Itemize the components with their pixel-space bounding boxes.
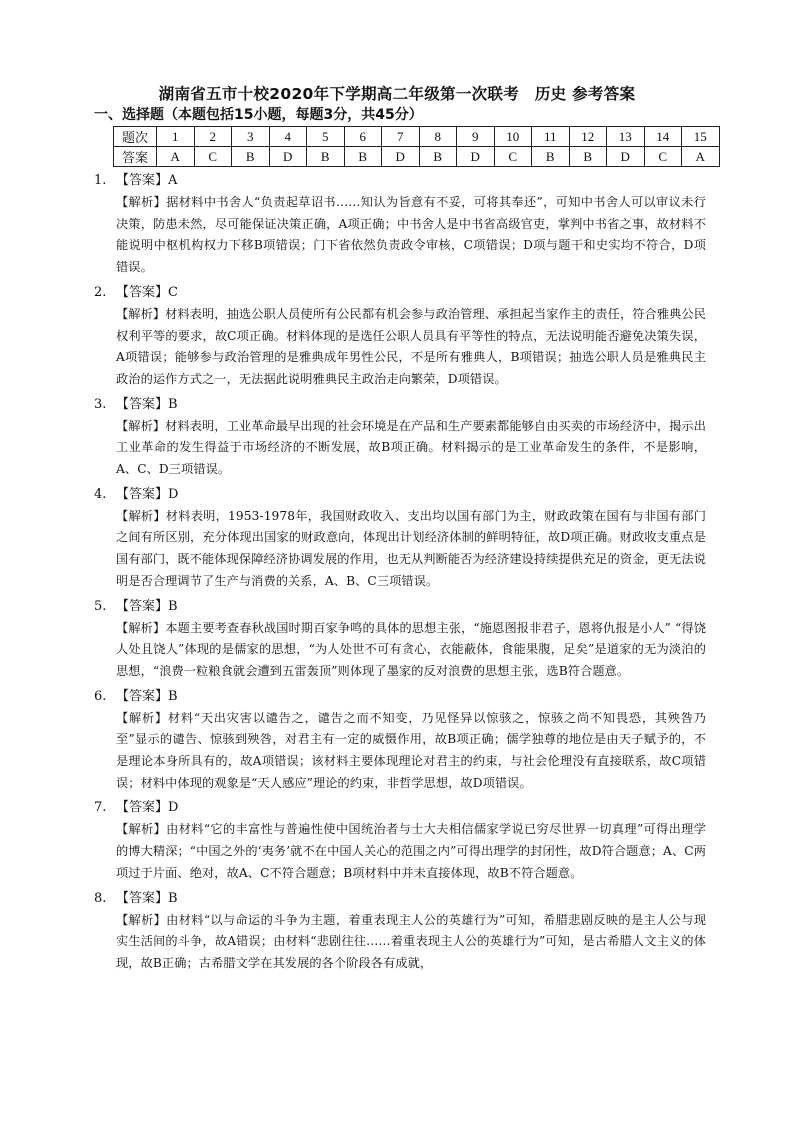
table-cell-number: 6 bbox=[344, 127, 382, 147]
question-number: 8. bbox=[94, 890, 107, 906]
analysis-text: 【解析】材料表明，工业革命最早出现的社会环境是在产品和生产要素都能够自由买卖的市场经济中，揭示出工业革命的发生得益于市场经济的不断发展，故B项正确。材料揭示的是工业革命发生的条件，不是影响，A、C、D三项错误。 bbox=[116, 418, 706, 477]
table-cell-number: 7 bbox=[382, 127, 420, 147]
answer-label: 【答案】B bbox=[116, 396, 178, 412]
answer-line bbox=[94, 887, 706, 910]
answer-label: 【答案】D bbox=[116, 800, 179, 816]
answer-table bbox=[113, 126, 720, 167]
answer-line bbox=[94, 796, 706, 819]
question-number: 7. bbox=[94, 800, 107, 816]
analysis-text: 【解析】材料表明，抽选公职人员使所有公民都有机会参与政治管理、承担起当家作主的责任，符合雅典公民权利平等的要求，故C项正确。材料体现的是选任公职人员具有平等性的特点，无法说明能否避免决策失误，A项错误；能够参与政治管理的是雅典成年男性公民，不是所有雅典人，B项错误；抽选公职人员是雅典民主政治的运作方式之一，无法据此说明雅典民主政治走向繁荣，D项错误。 bbox=[116, 306, 706, 386]
answer-line bbox=[94, 483, 706, 506]
analysis-text: 【解析】本题主要考查春秋战国时期百家争鸣的具体的思想主张，“施恩图报非君子，恩将仇报是小人” “得饶人处且饶人”体现的是儒家的思想，“为人处世不可有贪心，衣能蔽体，食能果腹，足矣”是道家的无为淡泊的思想，“浪费一粒粮食就会遭到五雷轰顶”则体现了墨家的反对浪费的思想主张，选B符合题意。 bbox=[116, 620, 706, 678]
table-cell-answer: C bbox=[644, 147, 682, 167]
table-cell-number: 2 bbox=[194, 127, 232, 147]
table-cell-number: 8 bbox=[419, 127, 457, 147]
question-item bbox=[94, 281, 706, 391]
question-item bbox=[94, 685, 706, 795]
question-number: 2. bbox=[94, 284, 107, 300]
answer-line bbox=[94, 685, 706, 708]
answer-label: 【答案】B bbox=[116, 688, 178, 704]
table-cell-number: 3 bbox=[232, 127, 270, 147]
table-cell-number: 12 bbox=[569, 127, 607, 147]
table-cell-answer: D bbox=[457, 147, 495, 167]
analysis-text: 【解析】材料“天出灾害以谴告之，谴告之而不知变，乃见怪异以惊骇之，惊骇之尚不知畏恐，其殃咎乃至”显示的谴告、惊骇到殃咎，对君主有一定的威慑作用，故B项正确；儒学独尊的地位是由天子赋予的，不是理论本身所具有的，故A项错误；该材料主要体现理论对君主的约束，与社会伦理没有直接联系，故C项错误；材料中体现的观象是“天人感应”理论的约束，非哲学思想，故D项错误。 bbox=[116, 710, 706, 790]
table-row-answers bbox=[114, 147, 720, 167]
table-cell-answer: B bbox=[307, 147, 345, 167]
answer-line bbox=[94, 169, 706, 192]
question-number: 6. bbox=[94, 688, 107, 704]
table-row-numbers bbox=[114, 127, 720, 147]
table-cell-answer: D bbox=[607, 147, 645, 167]
question-number: 4. bbox=[94, 486, 107, 502]
table-cell-answer: A bbox=[682, 147, 720, 167]
question-item bbox=[94, 393, 706, 481]
analysis-text: 【解析】由材料“它的丰富性与普遍性使中国统治者与士大夫相信儒家学说已穷尽世界一切真理”可得出理学的博大精深；“中国之外的‘夷务’就不在中国人关心的范围之内”可得出理学的封闭性，故D符合题意；A、C两项过于片面、绝对，故A、C不符合题意；B项材料中并未直接体现，故B不符合题意。 bbox=[116, 822, 706, 880]
answer-label: 【答案】D bbox=[116, 486, 179, 502]
analysis-text: 【解析】据材料中书舍人“负责起草诏书……知认为旨意有不妥，可将其奉还”，可知中书舍人可以审议未行决策，防患未然，尽可能保证决策正确，A项正确；中书舍人是中书省高级官吏，掌判中书省之事，故材料不能说明中枢机构权力下移B项错误；门下省依然负责政令审核，C项错误；D项与题干和史实均不符合，D项错误。 bbox=[116, 195, 706, 275]
table-cell-answer: B bbox=[344, 147, 382, 167]
answer-label: 【答案】C bbox=[116, 284, 178, 300]
question-number: 5. bbox=[94, 598, 107, 614]
question-list bbox=[94, 169, 706, 977]
table-cell-number: 10 bbox=[494, 127, 532, 147]
question-number: 3. bbox=[94, 396, 107, 412]
table-cell-answer: D bbox=[269, 147, 307, 167]
question-item bbox=[94, 483, 706, 593]
answer-line bbox=[94, 595, 706, 618]
table-row-label: 题次 bbox=[114, 127, 157, 147]
analysis-text: 【解析】由材料“以与命运的斗争为主题，着重表现主人公的英雄行为”可知，希腊悲剧反映的是主人公与现实生活间的斗争，故A错误；由材料“悲剧往往……着重表现主人公的英雄行为”可知，是古希腊人文主义的体现，故B正确；古希腊文学在其发展的各个阶段各有成就， bbox=[116, 912, 706, 970]
table-cell-number: 1 bbox=[157, 127, 195, 147]
question-item bbox=[94, 796, 706, 884]
table-cell-answer: B bbox=[569, 147, 607, 167]
table-cell-number: 4 bbox=[269, 127, 307, 147]
table-cell-answer: C bbox=[194, 147, 232, 167]
table-cell-number: 11 bbox=[532, 127, 570, 147]
table-cell-answer: A bbox=[157, 147, 195, 167]
table-cell-number: 5 bbox=[307, 127, 345, 147]
answer-label: 【答案】B bbox=[116, 890, 178, 906]
document-title: 湖南省五市十校2020年下学期高二年级第一次联考 历史 参考答案 bbox=[158, 85, 636, 103]
answer-line bbox=[94, 281, 706, 304]
question-item bbox=[94, 169, 706, 279]
answer-label: 【答案】B bbox=[116, 598, 178, 614]
table-row-label: 答案 bbox=[114, 147, 157, 167]
analysis-text: 【解析】材料表明，1953-1978年，我国财政收入、支出均以国有部门为主，财政政策在国有与非国有部门之间有所区别，充分体现出国家的财政意向，体现出计划经济体制的鲜明特征，故D项正确。财政收支重点是国有部门，既不能体现保障经济协调发展的作用，也无从判断能否为经济建设持续提供充足的资金，更无法说明是否合理调节了生产与消费的关系，A、B、C三项错误。 bbox=[116, 508, 706, 588]
table-cell-number: 9 bbox=[457, 127, 495, 147]
table-cell-answer: B bbox=[232, 147, 270, 167]
question-item bbox=[94, 595, 706, 683]
table-cell-answer: B bbox=[532, 147, 570, 167]
answer-label: 【答案】A bbox=[116, 173, 178, 188]
table-cell-answer: C bbox=[494, 147, 532, 167]
table-cell-number: 13 bbox=[607, 127, 645, 147]
table-cell-answer: B bbox=[419, 147, 457, 167]
table-cell-number: 15 bbox=[682, 127, 720, 147]
table-cell-number: 14 bbox=[644, 127, 682, 147]
section-heading: 一、选择题（本题包括15小题，每题3分，共45分） bbox=[94, 107, 423, 123]
question-number: 1. bbox=[94, 173, 107, 188]
answer-line bbox=[94, 393, 706, 416]
table-cell-answer: D bbox=[382, 147, 420, 167]
question-item bbox=[94, 887, 706, 975]
